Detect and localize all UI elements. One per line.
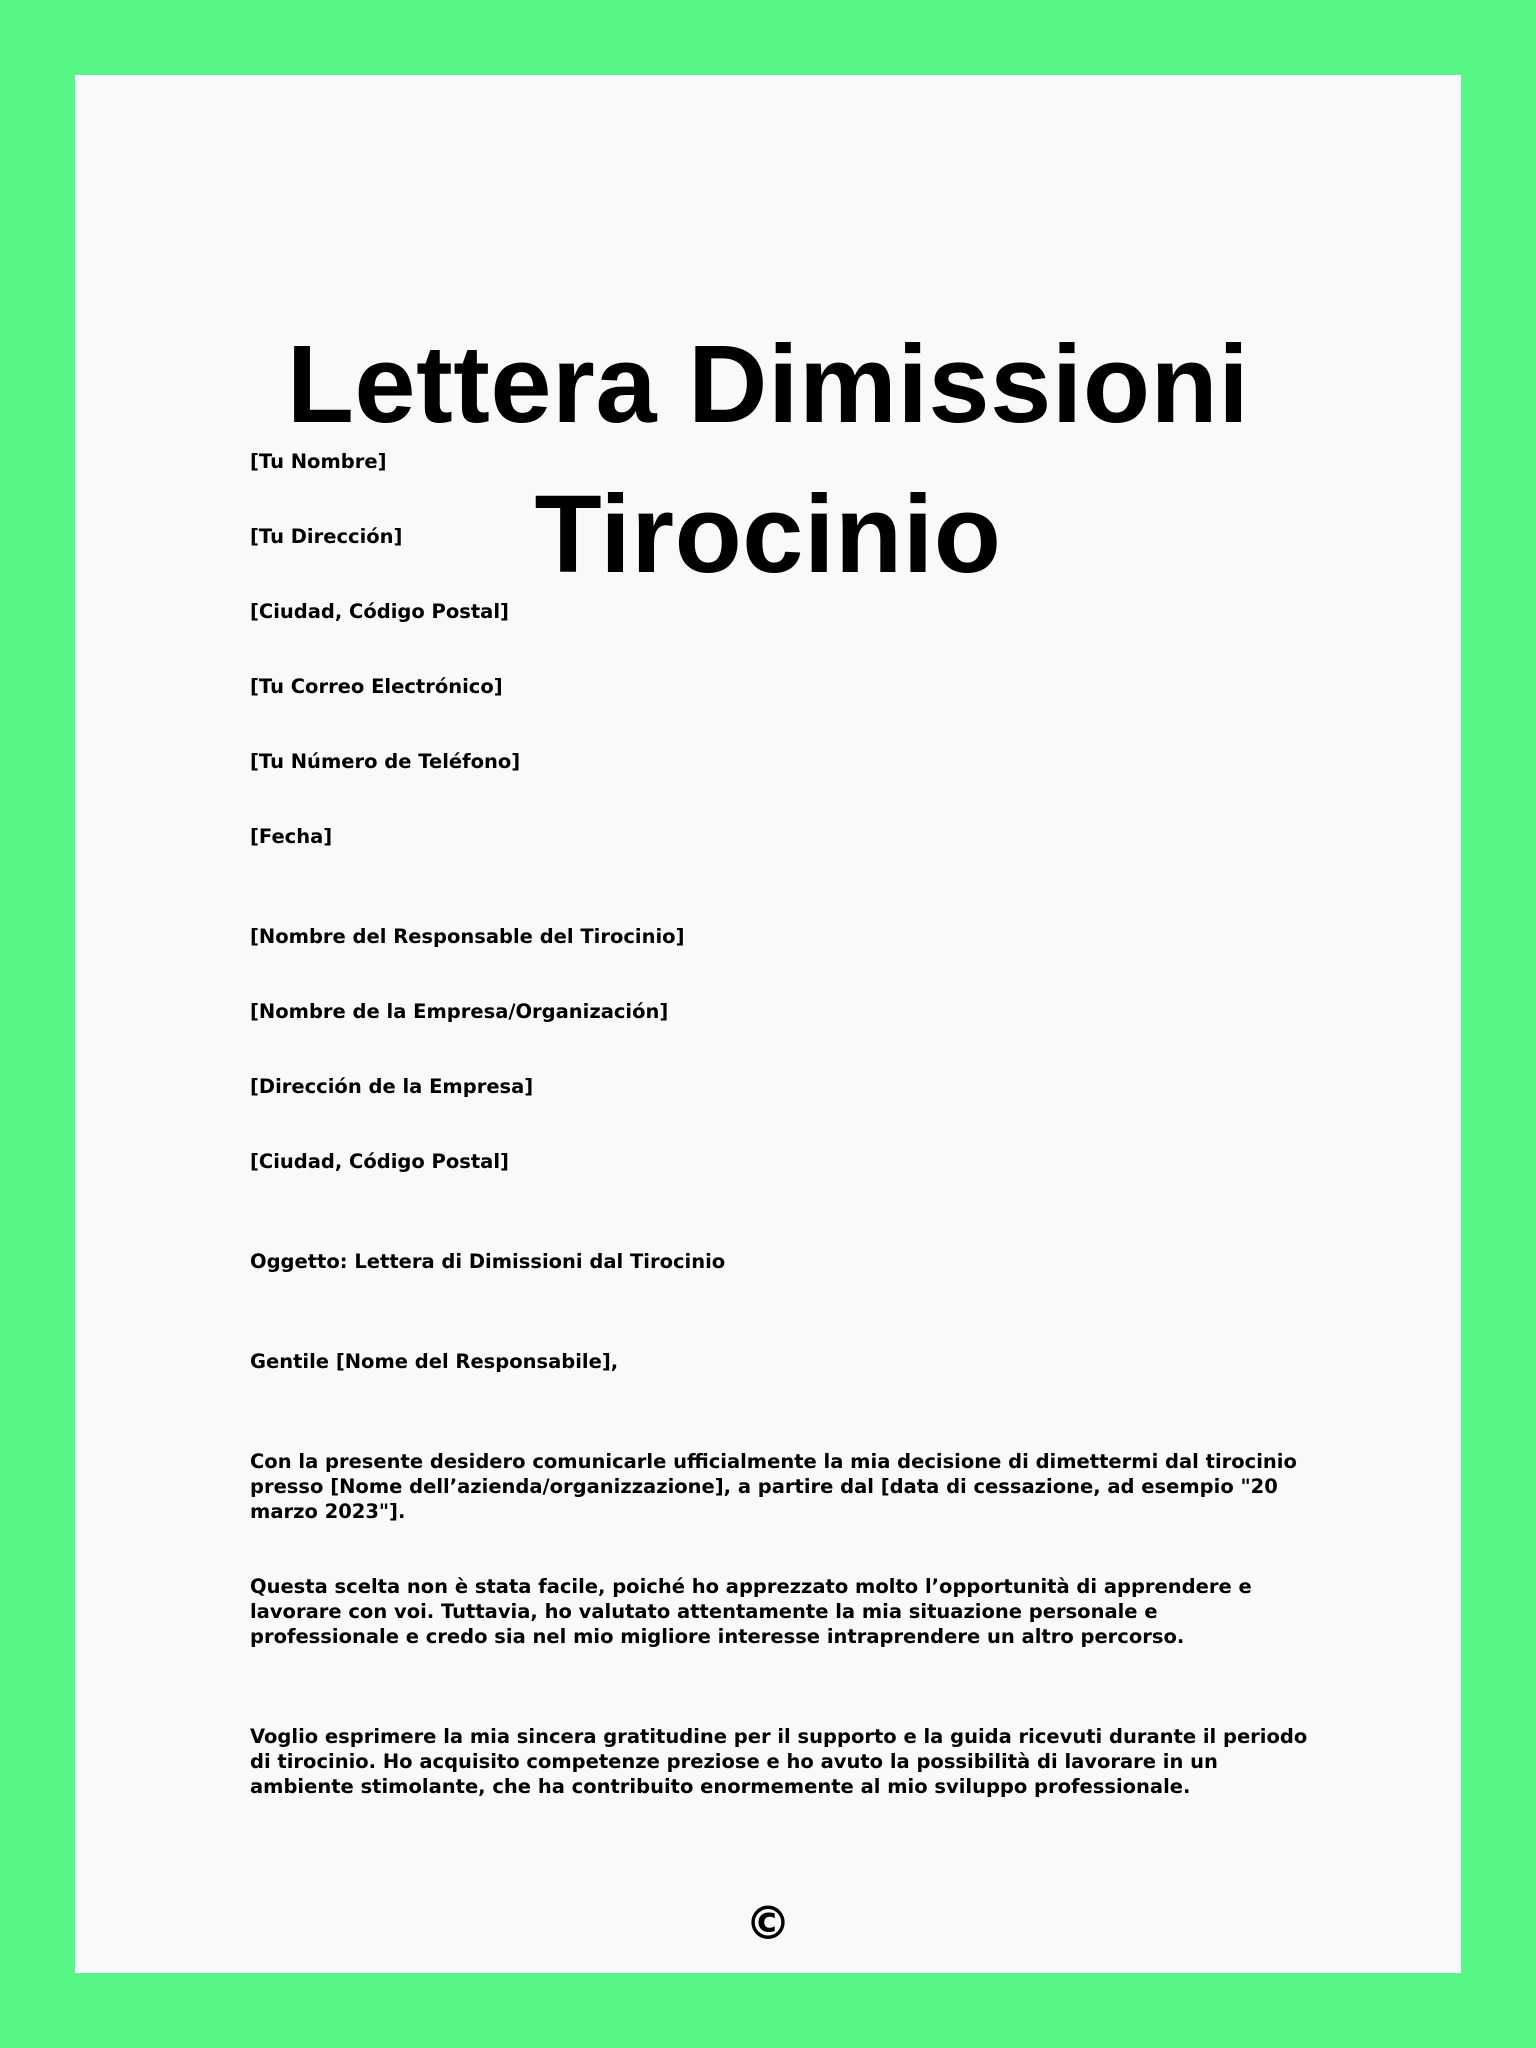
sender-city-postal: [Ciudad, Código Postal]: [250, 600, 509, 623]
body-paragraph-1: Con la presente desidero comunicarle ufficialmente la mia decisione di dimettermi dal tirocinio presso [Nome dell’azienda/organizzazione], a partire dal [data di cessazione, ad esempio "20 marzo 2023"].: [250, 1450, 1297, 1523]
body-paragraph-3: Voglio esprimere la mia sincera gratitudine per il supporto e la guida ricevuti durante il periodo di tirocinio. Ho acquisito competenze preziose e ho avuto la possibilità di lavorare in un ambiente stimolante, che ha contribuito enormemente al mio sviluppo professionale.: [250, 1725, 1308, 1798]
letter-salutation: Gentile [Nome del Responsabile],: [250, 1350, 619, 1373]
letter-page: [75, 75, 1461, 1973]
sender-name: [Tu Nombre]: [250, 450, 387, 473]
recipient-address: [Dirección de la Empresa]: [250, 1075, 534, 1098]
sender-email: [Tu Correo Electrónico]: [250, 675, 503, 698]
copyright-icon: ©: [745, 1896, 791, 1950]
page-title: Lettera Dimissioni Tirocinio: [286, 323, 1250, 596]
letter-subject: Oggetto: Lettera di Dimissioni dal Tirocinio: [250, 1250, 726, 1273]
sender-phone: [Tu Número de Teléfono]: [250, 750, 521, 773]
sender-address: [Tu Dirección]: [250, 525, 403, 548]
letter-date: [Fecha]: [250, 825, 333, 848]
recipient-company: [Nombre de la Empresa/Organización]: [250, 1000, 669, 1023]
recipient-city-postal: [Ciudad, Código Postal]: [250, 1150, 509, 1173]
recipient-manager: [Nombre del Responsable del Tirocinio]: [250, 925, 685, 948]
body-paragraph-2: Questa scelta non è stata facile, poiché ho apprezzato molto l’opportunità di apprendere e lavorare con voi. Tuttavia, ho valutato attentamente la mia situazione personale e professionale e credo sia nel mio migliore interesse intraprendere un altro percorso.: [250, 1575, 1252, 1648]
